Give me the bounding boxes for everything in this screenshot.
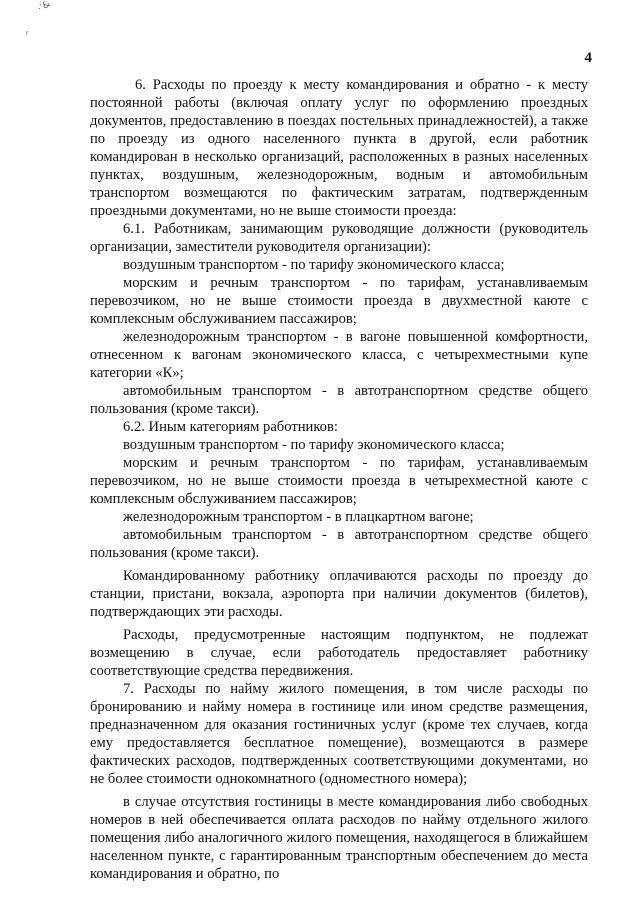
scan-speck-top: ·ʹ& — [36, 0, 53, 15]
list-item-auto-6-2: автомобильным транспортом - в автотранспортном средстве общего пользования (кроме такси). — [90, 527, 588, 561]
paragraph-6-1: 6.1. Работникам, занимающим руководящие должности (руководитель организации, заместители руководителя организации): — [90, 221, 588, 255]
list-item-air-6-1: воздушным транспортом - по тарифу экономического класса; — [123, 257, 505, 273]
list-item-sea-6-2: морским и речным транспортом - по тарифам, устанавливаемым перевозчиком, но не выше стоимости проезда в четырехместной каюте с комплексным обслуживанием пассажиров; — [90, 455, 588, 507]
list-item-rail-6-1: железнодорожным транспортом - в вагоне повышенной комфортности, отнесенном к вагонам экономического класса, с четырехместными купе категории «К»; — [90, 329, 588, 381]
paragraph-no-hotel: в случае отсутствия гостиницы в месте командирования либо свободных номеров в ней обеспечивается оплата расходов по найму отдельного жилого помещения либо аналогичного жилого помещения, находящегося в ближайшем населенном пункте, с гарантированным транспортным обеспечением до места командирования и обратно, по — [90, 794, 588, 882]
paragraph-not-reimbursed: Расходы, предусмотренные настоящим подпунктом, не подлежат возмещению в случае, если работодатель предоставляет работнику соответствующие средства передвижения. — [90, 627, 588, 679]
list-item-sea-6-1: морским и речным транспортом - по тарифам, устанавливаемым перевозчиком, но не выше стоимости проезда в двухместной каюте с комплексным обслуживанием пассажиров; — [90, 275, 588, 327]
scan-speck-left: r — [26, 30, 29, 37]
paragraph-6-2: 6.2. Иным категориям работников: — [123, 419, 338, 435]
page-number: 4 — [584, 50, 592, 66]
list-item-auto-6-1: автомобильным транспортом - в автотранспортном средстве общего пользования (кроме такси). — [90, 383, 588, 417]
paragraph-station-costs: Командированному работнику оплачиваются расходы по проезду до станции, пристани, вокзала, аэропорта при наличии документов (билетов), подтверждающих эти расходы. — [90, 568, 588, 620]
list-item-rail-6-2: железнодорожным транспортом - в плацкартном вагоне; — [123, 509, 474, 525]
list-item-air-6-2: воздушным транспортом - по тарифу экономического класса; — [123, 437, 505, 453]
paragraph-7: 7. Расходы по найму жилого помещения, в том числе расходы по бронированию и найму номера в гостинице или ином средстве размещения, предназначенном для оказания гостиничных услуг (кроме тех случаев, когда ему предоставляется бесплатное помещение), возмещаются в размере фактических расходов, подтвержденных соответствующими документами, но не более стоимости однокомнатного (одноместного номера); — [90, 681, 588, 787]
paragraph-6: 6. Расходы по проезду к месту командирования и обратно - к месту постоянной работы (включая оплату услуг по оформлению проездных документов, предоставлению в поездах постельных принадлежностей), а также по проезду из одного населенного пункта в другой, если работник командирован в несколько организаций, расположенных в разных населенных пунктах, воздушным, железнодорожным, водным и автомобильным транспортом возмещаются по фактическим затратам, подтвержденным проездными документами, но не выше стоимости проезда: — [90, 77, 588, 219]
document-body — [90, 76, 588, 883]
